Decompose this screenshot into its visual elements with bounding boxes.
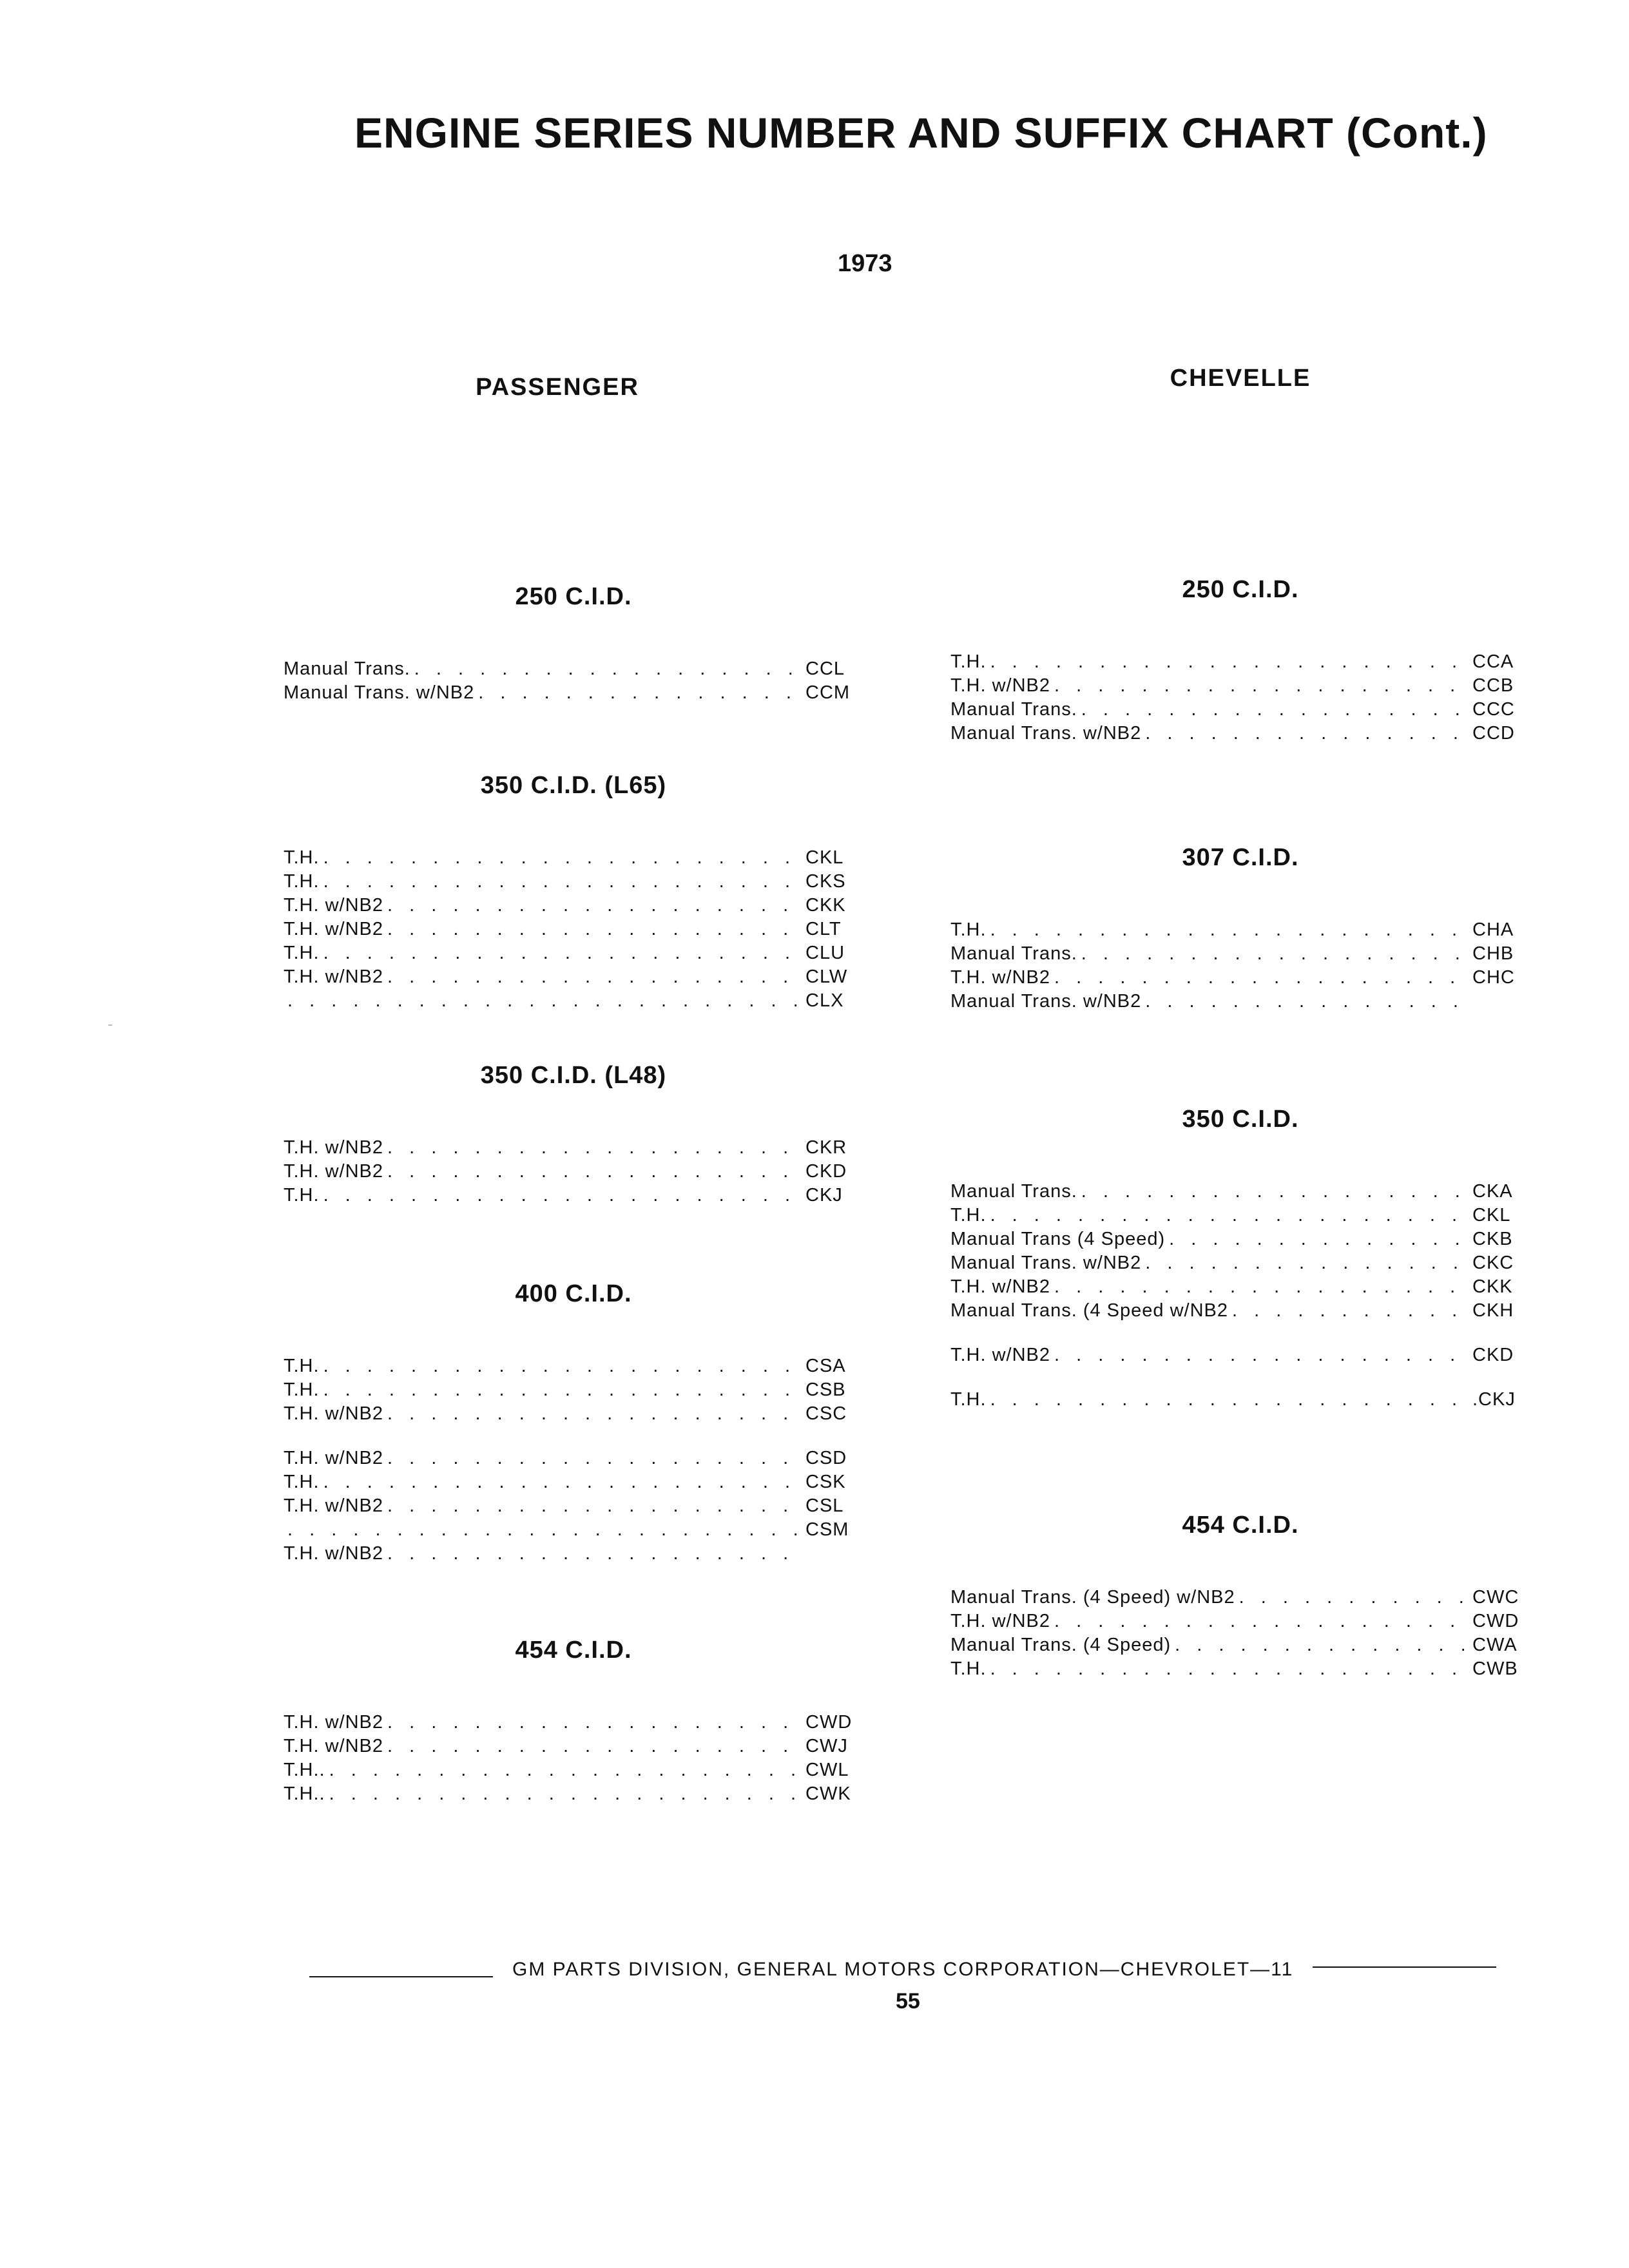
suffix-code: CHB <box>1472 943 1514 964</box>
rows <box>950 1180 1530 1412</box>
rows <box>950 650 1530 745</box>
suffix-code: .CKJ <box>1472 1389 1516 1410</box>
suffix-code: CLT <box>805 919 842 939</box>
suffix-code: CKH <box>1472 1300 1514 1321</box>
row-label: Manual Trans. <box>950 699 1077 720</box>
table-row <box>284 941 863 965</box>
leader-dots <box>1081 942 1469 966</box>
leader-dots <box>287 1518 802 1542</box>
suffix-code: CCB <box>1472 675 1514 696</box>
row-label: Manual Trans. w/NB2 <box>950 723 1142 744</box>
leader-dots <box>323 1184 802 1207</box>
suffix-code: CWL <box>805 1760 849 1780</box>
table-row <box>284 657 863 681</box>
row-label: T.H. w/NB2 <box>284 1161 384 1182</box>
suffix-code: CSD <box>805 1448 847 1468</box>
table-row <box>284 1378 863 1402</box>
row-label: T.H. <box>284 1379 320 1400</box>
suffix-code: CCC <box>1472 699 1515 720</box>
section-chevelle-454 <box>950 1512 1530 1681</box>
leader-dots <box>323 870 802 894</box>
table-row <box>284 1354 863 1378</box>
leader-dots <box>1054 1275 1469 1299</box>
table-row <box>284 965 863 989</box>
suffix-code: CSC <box>805 1403 847 1424</box>
section-chevelle-350 <box>950 1106 1530 1412</box>
rows <box>950 1586 1530 1681</box>
suffix-code: CKJ <box>805 1185 843 1206</box>
suffix-code: CKD <box>1472 1345 1514 1365</box>
table-row <box>284 1184 863 1207</box>
table-row <box>284 1402 863 1426</box>
suffix-code: CSB <box>805 1379 846 1400</box>
leader-dots <box>1145 1251 1469 1275</box>
row-label: T.H.. <box>284 1760 325 1780</box>
leader-dots <box>1145 990 1469 1014</box>
suffix-code: CKK <box>805 895 846 916</box>
section-title: 400 C.I.D. <box>515 1280 632 1307</box>
leader-dots <box>1239 1586 1469 1610</box>
rows <box>284 1136 863 1207</box>
row-label: T.H. w/NB2 <box>950 675 1051 696</box>
leader-dots <box>1081 1180 1469 1204</box>
row-label: T.H. w/NB2 <box>284 1495 384 1516</box>
row-label: T.H. <box>284 847 320 868</box>
section-title: 307 C.I.D. <box>1182 844 1299 871</box>
table-row <box>950 650 1530 674</box>
row-label: T.H. <box>950 1205 987 1225</box>
leader-dots <box>414 657 802 681</box>
footer-rule-left <box>309 1976 493 1977</box>
suffix-code: CKS <box>805 871 846 892</box>
section-title: 250 C.I.D. <box>1182 576 1299 603</box>
section-title: 250 C.I.D. <box>515 583 632 610</box>
row-label: T.H. w/NB2 <box>284 1543 384 1564</box>
suffix-code: CSM <box>805 1519 849 1540</box>
leader-dots <box>1081 698 1469 722</box>
suffix-code: CSL <box>805 1495 844 1516</box>
section-chevelle-307 <box>950 844 1530 1014</box>
suffix-code: CSK <box>805 1472 846 1492</box>
section-passenger-400 <box>284 1280 863 1566</box>
page-title: ENGINE SERIES NUMBER AND SUFFIX CHART (Cont.) <box>354 109 1488 157</box>
leader-dots <box>387 1711 802 1735</box>
column-heading-chevelle: CHEVELLE <box>1170 365 1311 392</box>
leader-dots <box>387 918 802 941</box>
table-row <box>950 918 1530 942</box>
row-label: Manual Trans. <box>950 1181 1077 1202</box>
section-title: 454 C.I.D. <box>1182 1512 1299 1539</box>
rows <box>950 918 1530 1014</box>
row-label: T.H.. <box>284 1783 325 1804</box>
suffix-code: CCL <box>805 658 845 679</box>
suffix-code: CKL <box>1472 1205 1511 1225</box>
table-row <box>950 1204 1530 1227</box>
row-label: Manual Trans. w/NB2 <box>950 1253 1142 1273</box>
table-row <box>284 681 863 705</box>
column-heading-passenger: PASSENGER <box>476 374 639 401</box>
table-row <box>950 942 1530 966</box>
section-passenger-350-l48 <box>284 1062 863 1207</box>
table-row <box>284 1160 863 1184</box>
leader-dots <box>1169 1227 1469 1251</box>
section-title: 350 C.I.D. (L65) <box>480 772 667 799</box>
leader-dots <box>990 918 1469 942</box>
row-label: Manual Trans. (4 Speed) <box>950 1635 1171 1655</box>
table-row <box>284 894 863 918</box>
leader-dots <box>990 1388 1469 1412</box>
table-row <box>950 1180 1530 1204</box>
table-row <box>284 989 863 1013</box>
row-label: T.H. <box>950 919 987 940</box>
section-title: 454 C.I.D. <box>515 1637 632 1664</box>
rows <box>284 1711 863 1806</box>
rows <box>284 1354 863 1566</box>
section-passenger-250 <box>284 583 863 705</box>
table-row <box>950 966 1530 990</box>
row-label: T.H. w/NB2 <box>284 1736 384 1756</box>
leader-dots <box>387 1542 802 1566</box>
suffix-code: CWD <box>805 1712 853 1733</box>
section-title: 350 C.I.D. <box>1182 1106 1299 1133</box>
leader-dots <box>287 989 802 1013</box>
row-label: Manual Trans. w/NB2 <box>950 991 1142 1012</box>
table-row <box>950 1586 1530 1610</box>
table-row <box>284 1518 863 1542</box>
page-number: 55 <box>896 1989 920 2013</box>
suffix-code: CWC <box>1472 1587 1519 1608</box>
leader-dots <box>990 650 1469 674</box>
row-label: T.H. w/NB2 <box>284 1712 384 1733</box>
rows <box>284 657 863 705</box>
leader-dots <box>387 1735 802 1758</box>
row-label: T.H. <box>950 1658 987 1679</box>
leader-dots <box>387 1160 802 1184</box>
suffix-code: CKA <box>1472 1181 1513 1202</box>
leader-dots <box>323 1354 802 1378</box>
footer-text: GM PARTS DIVISION, GENERAL MOTORS CORPORATION—CHEVROLET—11 <box>512 1959 1294 1980</box>
row-label: Manual Trans. (4 Speed) w/NB2 <box>950 1587 1235 1608</box>
row-label: T.H. <box>284 943 320 963</box>
table-row <box>284 1735 863 1758</box>
row-label: T.H. w/NB2 <box>284 895 384 916</box>
table-row <box>950 1388 1530 1412</box>
table-row <box>950 1633 1530 1657</box>
suffix-code: CLU <box>805 943 845 963</box>
row-label: Manual Trans. (4 Speed w/NB2 <box>950 1300 1228 1321</box>
suffix-code: CSA <box>805 1356 846 1376</box>
table-row <box>950 1299 1530 1323</box>
table-row <box>284 846 863 870</box>
row-label: T.H. w/NB2 <box>284 919 384 939</box>
table-row <box>284 1542 863 1566</box>
suffix-code: CKB <box>1472 1229 1513 1249</box>
table-row <box>950 1657 1530 1681</box>
row-label: T.H. w/NB2 <box>950 1276 1051 1297</box>
leader-dots <box>1054 674 1469 698</box>
leader-dots <box>387 1446 802 1470</box>
leader-dots <box>1054 966 1469 990</box>
leader-dots <box>329 1782 802 1806</box>
suffix-code: CWB <box>1472 1658 1518 1679</box>
table-row <box>950 1610 1530 1633</box>
leader-dots <box>323 846 802 870</box>
section-title: 350 C.I.D. (L48) <box>480 1062 667 1089</box>
table-row <box>284 918 863 941</box>
table-row <box>950 722 1530 745</box>
suffix-code: CWA <box>1472 1635 1518 1655</box>
row-label: T.H. w/NB2 <box>284 1403 384 1424</box>
suffix-code: CHC <box>1472 967 1515 988</box>
leader-dots <box>1175 1633 1469 1657</box>
table-row <box>284 1782 863 1806</box>
suffix-code: CCA <box>1472 651 1514 672</box>
leader-dots <box>1054 1343 1469 1367</box>
leader-dots <box>990 1204 1469 1227</box>
row-label: T.H. w/NB2 <box>284 966 384 987</box>
leader-dots <box>478 681 802 705</box>
rows <box>284 846 863 1013</box>
row-label: T.H. w/NB2 <box>284 1137 384 1158</box>
row-label: Manual Trans (4 Speed) <box>950 1229 1166 1249</box>
suffix-code: CLW <box>805 966 848 987</box>
row-label: T.H. w/NB2 <box>950 1611 1051 1631</box>
suffix-code: CWD <box>1472 1611 1519 1631</box>
row-label: Manual Trans. w/NB2 <box>284 682 475 703</box>
leader-dots <box>1232 1299 1469 1323</box>
scan-mark <box>108 1024 112 1026</box>
suffix-code: CKK <box>1472 1276 1513 1297</box>
table-row <box>950 1275 1530 1299</box>
row-label: T.H. <box>284 1185 320 1206</box>
leader-dots <box>387 1136 802 1160</box>
suffix-code: CKD <box>805 1161 847 1182</box>
leader-dots <box>387 894 802 918</box>
row-label: T.H. <box>284 871 320 892</box>
leader-dots <box>329 1758 802 1782</box>
table-row <box>284 870 863 894</box>
leader-dots <box>990 1657 1469 1681</box>
row-label: T.H. <box>950 1389 987 1410</box>
leader-dots <box>323 941 802 965</box>
row-label: T.H. w/NB2 <box>950 1345 1051 1365</box>
table-row <box>284 1494 863 1518</box>
suffix-code: CHA <box>1472 919 1514 940</box>
year-label: 1973 <box>838 250 892 277</box>
table-row <box>284 1711 863 1735</box>
suffix-code: CWJ <box>805 1736 848 1756</box>
suffix-code: CLX <box>805 990 844 1011</box>
section-chevelle-250 <box>950 576 1530 745</box>
suffix-code: CKR <box>805 1137 847 1158</box>
leader-dots <box>387 1402 802 1426</box>
section-passenger-454 <box>284 1637 863 1806</box>
row-label: T.H. <box>284 1356 320 1376</box>
row-label: T.H. <box>950 651 987 672</box>
table-row <box>950 698 1530 722</box>
page-footer <box>309 1959 1547 1981</box>
table-row <box>284 1446 863 1470</box>
table-row <box>950 674 1530 698</box>
table-row <box>284 1758 863 1782</box>
row-label: Manual Trans. <box>284 658 410 679</box>
row-label: Manual Trans. <box>950 943 1077 964</box>
suffix-code: CWK <box>805 1783 851 1804</box>
suffix-code: CKC <box>1472 1253 1514 1273</box>
suffix-code: CKL <box>805 847 844 868</box>
table-row <box>950 1343 1530 1367</box>
leader-dots <box>387 1494 802 1518</box>
leader-dots <box>1145 722 1469 745</box>
row-label: T.H. w/NB2 <box>950 967 1051 988</box>
section-passenger-350-l65 <box>284 772 863 1013</box>
leader-dots <box>323 1470 802 1494</box>
suffix-code: CCM <box>805 682 851 703</box>
table-row <box>950 1227 1530 1251</box>
table-row <box>284 1136 863 1160</box>
row-label: T.H. <box>284 1472 320 1492</box>
footer-rule-right <box>1313 1966 1496 1968</box>
leader-dots <box>387 965 802 989</box>
row-label: T.H. w/NB2 <box>284 1448 384 1468</box>
table-row <box>950 1251 1530 1275</box>
table-row <box>284 1470 863 1494</box>
leader-dots <box>1054 1610 1469 1633</box>
leader-dots <box>323 1378 802 1402</box>
suffix-code: CCD <box>1472 723 1515 744</box>
table-row <box>950 990 1530 1014</box>
